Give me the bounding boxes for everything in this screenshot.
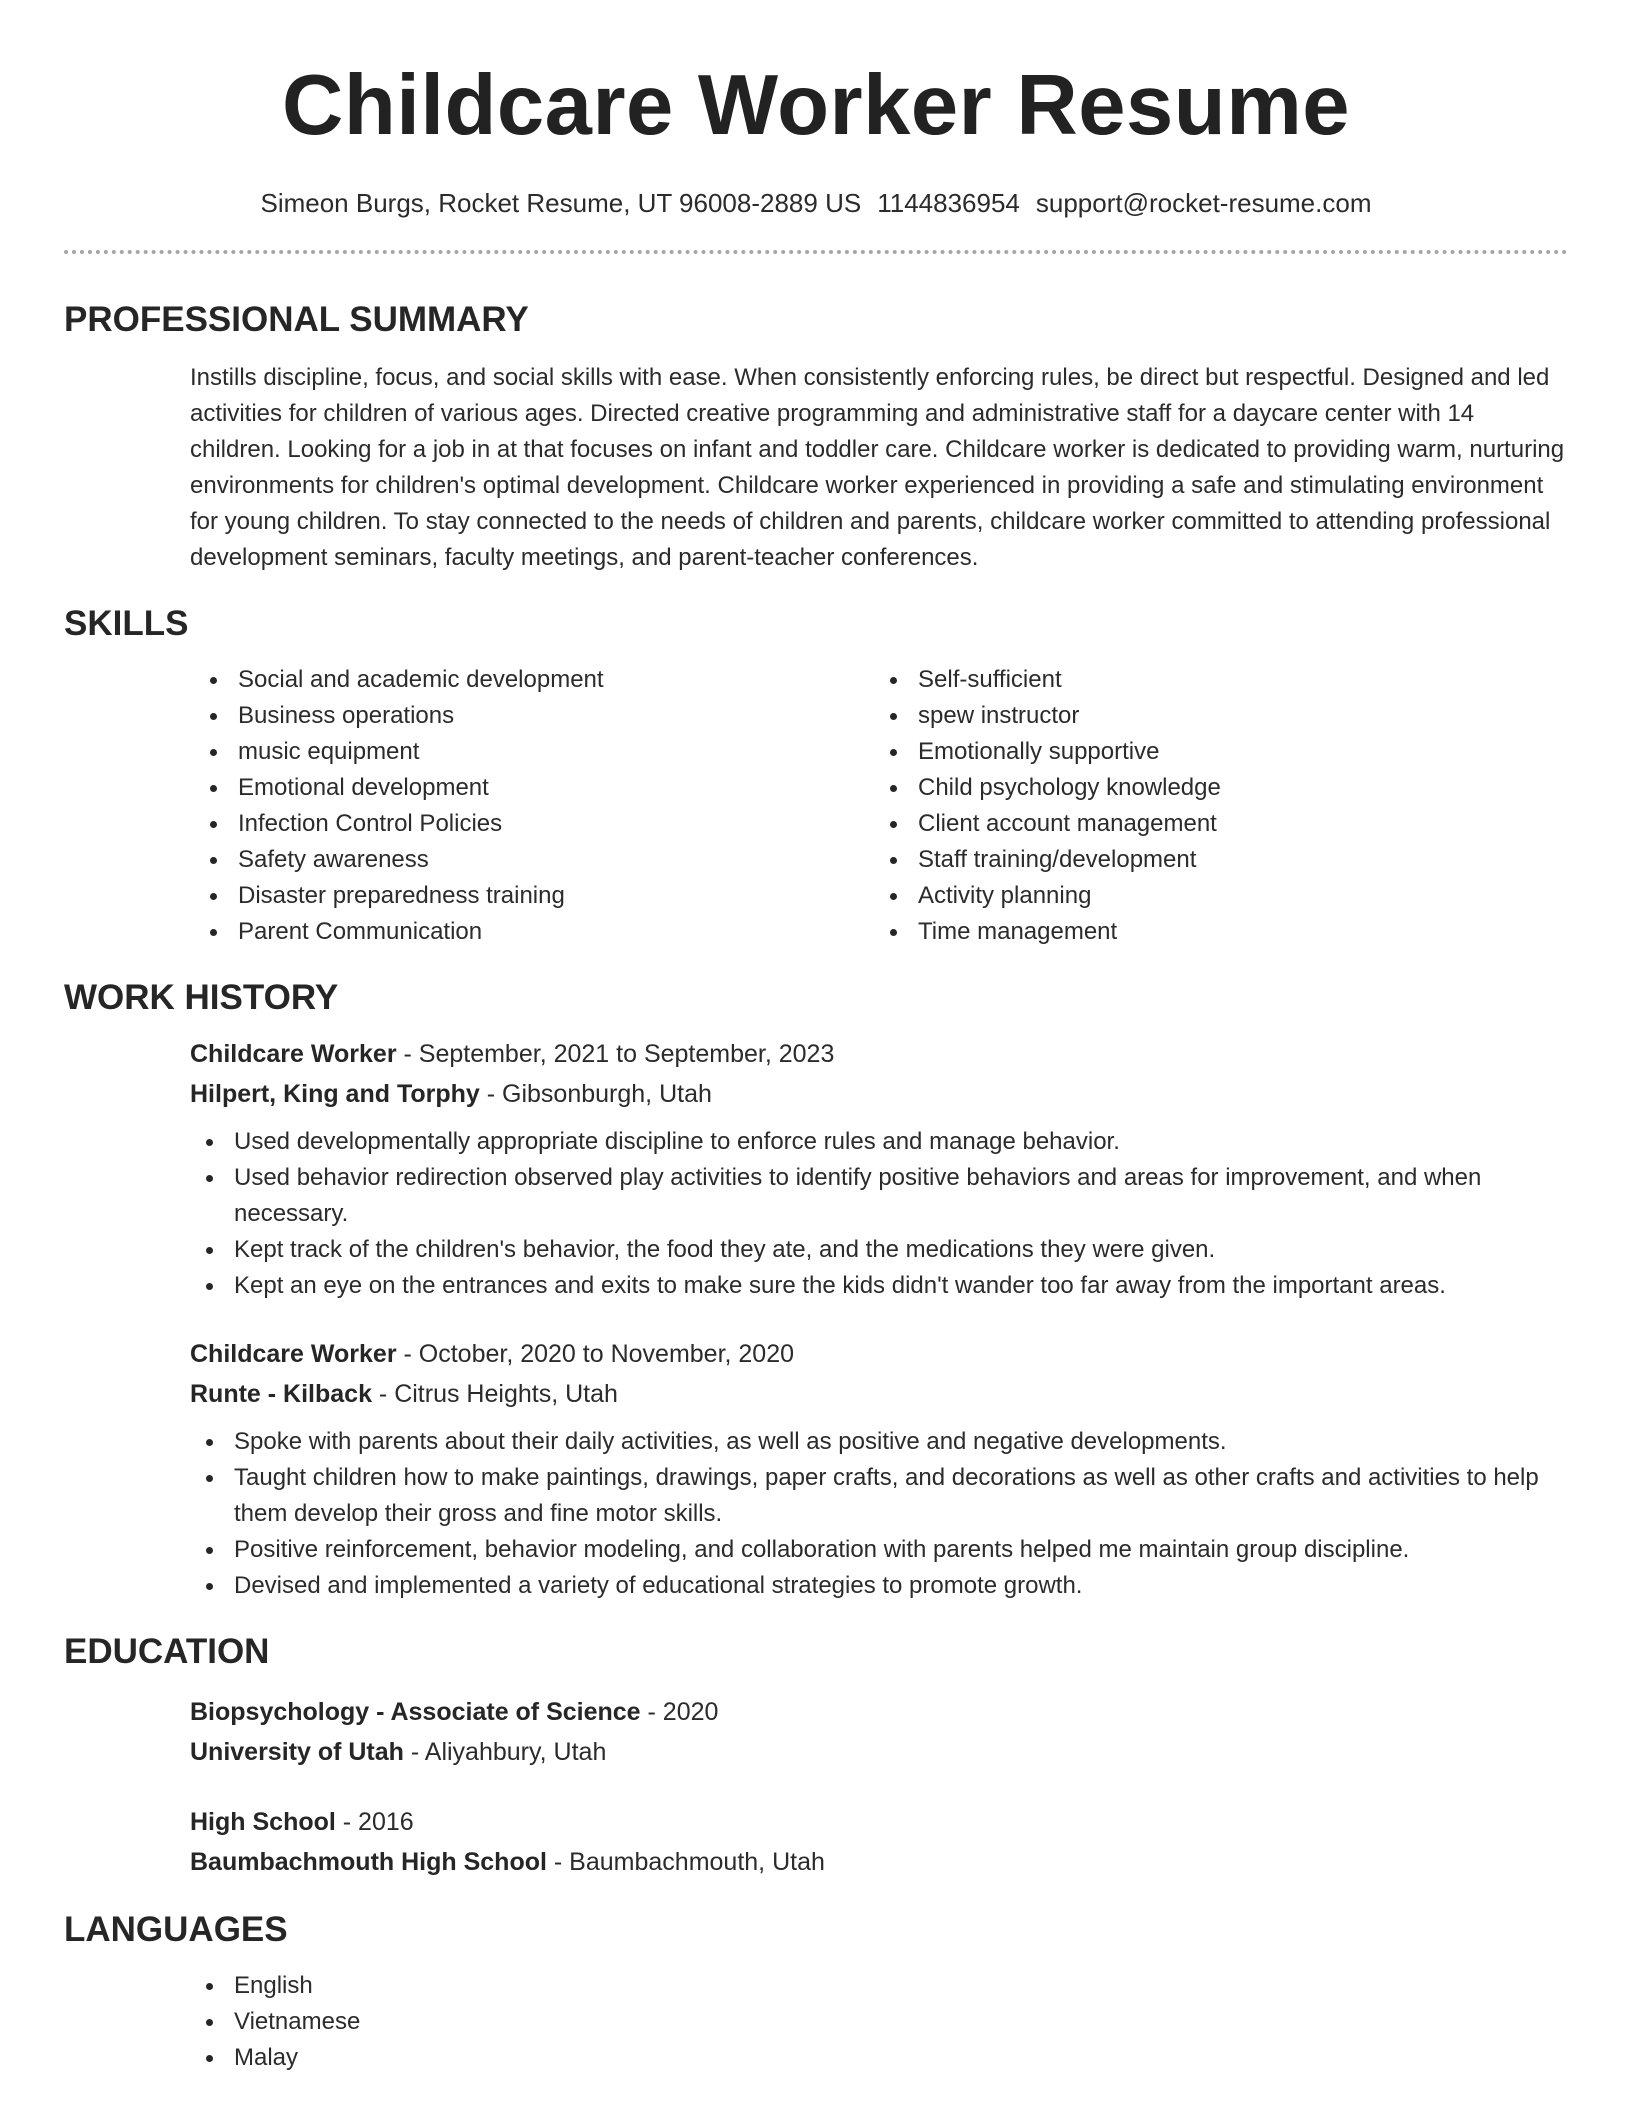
summary-text: Instills discipline, focus, and social skills with ease. When consistently enforcing rules, be direct but respectful. Designed and led activities for children of various ages. Directed creative programming and administrative staff for a daycare center with 14 children. Looking for a job in at that focuses on infant and toddler care. Childcare worker is dedicated to providing warm, nurturing environments for children's optimal development. Childcare worker experienced in providing a safe and stimulating environment for young children. To stay connected to the needs of children and parents, childcare worker committed to attending professional development seminars, faculty meetings, and parent-teacher conferences. xyxy=(190,364,1565,571)
languages-section xyxy=(64,1908,1568,2076)
school-location: - Aliyahbury, Utah xyxy=(403,1738,607,1766)
job-employer-line xyxy=(190,1374,1568,1414)
skill-item: Disaster preparedness training xyxy=(206,878,886,914)
degree: High School xyxy=(190,1808,336,1836)
languages-list xyxy=(190,1968,1568,2076)
job-title-line xyxy=(190,1034,1568,1074)
education-section xyxy=(64,1630,1568,1882)
resume-page xyxy=(64,0,1568,2076)
duty-item: Positive reinforcement, behavior modeling, and collaboration with parents helped me maintain group discipline. xyxy=(190,1532,1568,1568)
school-line xyxy=(190,1732,1568,1772)
skills-section xyxy=(64,602,1568,950)
job-employer: Hilpert, King and Torphy xyxy=(190,1080,480,1108)
job-employer-line xyxy=(190,1074,1568,1114)
header-divider xyxy=(64,250,1568,254)
school: Baumbachmouth High School xyxy=(190,1848,547,1876)
job-entry xyxy=(190,1334,1568,1414)
duty-item: Kept track of the children's behavior, the food they ate, and the medications they were given. xyxy=(190,1232,1568,1268)
duty-item: Used behavior redirection observed play activities to identify positive behaviors and areas for improvement, and when necessary. xyxy=(190,1160,1568,1232)
language-item: Vietnamese xyxy=(190,2004,1568,2040)
job-location: - Citrus Heights, Utah xyxy=(371,1380,618,1408)
contact-email: support@rocket-resume.com xyxy=(1035,188,1372,218)
skills-grid xyxy=(206,662,1568,950)
education-entry xyxy=(190,1692,1568,1772)
job-title: Childcare Worker xyxy=(190,1040,397,1068)
duty-item: Spoke with parents about their daily activities, as well as positive and negative developments. xyxy=(190,1424,1568,1460)
school-line xyxy=(190,1842,1568,1882)
skill-item: Parent Communication xyxy=(206,914,886,950)
skill-item: Client account management xyxy=(886,806,1566,842)
skill-item: Social and academic development xyxy=(206,662,886,698)
duty-item: Taught children how to make paintings, drawings, paper crafts, and decorations as well as other crafts and activities to help them develop their gross and fine motor skills. xyxy=(190,1460,1568,1532)
language-item: Malay xyxy=(190,2040,1568,2076)
skill-item: spew instructor xyxy=(886,698,1566,734)
skills-heading: SKILLS xyxy=(64,604,189,643)
school-location: - Baumbachmouth, Utah xyxy=(546,1848,825,1876)
duty-item: Used developmentally appropriate discipline to enforce rules and manage behavior. xyxy=(190,1124,1568,1160)
skill-item: music equipment xyxy=(206,734,886,770)
job-title-line xyxy=(190,1334,1568,1374)
skill-item: Infection Control Policies xyxy=(206,806,886,842)
skill-item: Emotionally supportive xyxy=(886,734,1566,770)
job-duties xyxy=(190,1124,1568,1304)
education-heading: EDUCATION xyxy=(64,1632,270,1671)
work-heading: WORK HISTORY xyxy=(64,978,339,1017)
language-item: English xyxy=(190,1968,1568,2004)
job-duties xyxy=(190,1424,1568,1604)
skill-item: Safety awareness xyxy=(206,842,886,878)
summary-heading: PROFESSIONAL SUMMARY xyxy=(64,300,529,339)
duty-item: Kept an eye on the entrances and exits to make sure the kids didn't wander too far away from the important areas. xyxy=(190,1268,1568,1304)
skill-item: Business operations xyxy=(206,698,886,734)
job-dates: - October, 2020 to November, 2020 xyxy=(396,1340,795,1368)
languages-heading: LANGUAGES xyxy=(64,1910,288,1949)
duty-item: Devised and implemented a variety of educational strategies to promote growth. xyxy=(190,1568,1568,1604)
contact-line xyxy=(64,186,1568,220)
skill-item: Staff training/development xyxy=(886,842,1566,878)
skill-item: Self-sufficient xyxy=(886,662,1566,698)
skill-item: Time management xyxy=(886,914,1566,950)
skill-item: Activity planning xyxy=(886,878,1566,914)
job-entry xyxy=(190,1034,1568,1114)
job-dates: - September, 2021 to September, 2023 xyxy=(396,1040,835,1068)
degree-line xyxy=(190,1802,1568,1842)
skill-item: Emotional development xyxy=(206,770,886,806)
skill-item: Child psychology knowledge xyxy=(886,770,1566,806)
work-section xyxy=(64,976,1568,1604)
degree-year: - 2016 xyxy=(335,1808,414,1836)
degree-year: - 2020 xyxy=(640,1698,719,1726)
job-location: - Gibsonburgh, Utah xyxy=(479,1080,712,1108)
skills-list-left xyxy=(206,662,886,950)
degree: Biopsychology - Associate of Science xyxy=(190,1698,641,1726)
resume-title: Childcare Worker Resume xyxy=(281,58,1351,153)
school: University of Utah xyxy=(190,1738,404,1766)
job-employer: Runte - Kilback xyxy=(190,1380,372,1408)
summary-section xyxy=(64,298,1568,576)
education-entry xyxy=(190,1802,1568,1882)
job-title: Childcare Worker xyxy=(190,1340,397,1368)
contact-phone: 1144836954 xyxy=(877,188,1020,218)
degree-line xyxy=(190,1692,1568,1732)
contact-address: Simeon Burgs, Rocket Resume, UT 96008-2889 US xyxy=(260,188,862,218)
skills-list-right xyxy=(886,662,1566,950)
